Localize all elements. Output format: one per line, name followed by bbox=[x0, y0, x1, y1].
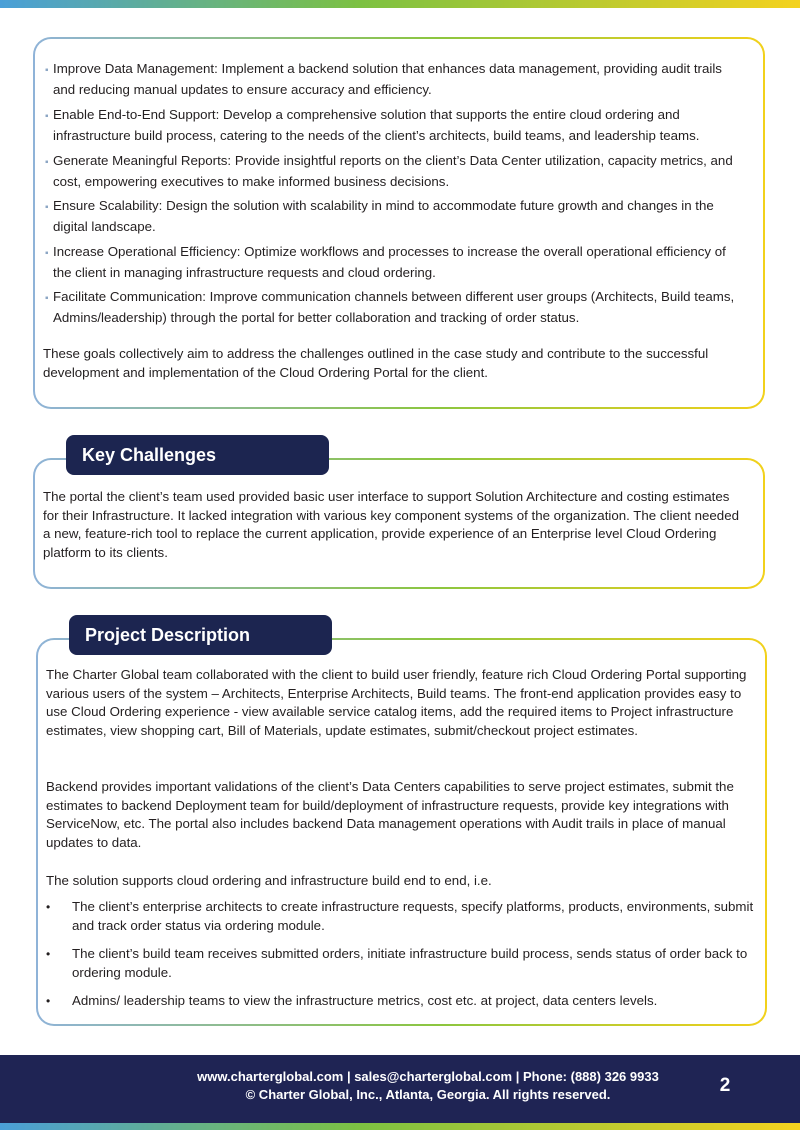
goals-card bbox=[33, 37, 765, 409]
bullet-icon: • bbox=[46, 994, 51, 1008]
footer-gradient-bar bbox=[0, 1123, 800, 1130]
list-item: • The client’s build team receives submitted orders, initiate infrastructure build process, sends status of order back to ordering module. bbox=[46, 946, 748, 980]
bullet-icon: ▪ bbox=[45, 65, 49, 76]
bullet-icon: • bbox=[46, 900, 51, 914]
list-item: ▪ Enable End-to-End Support: Develop a comprehensive solution that supports the entire cloud ordering and infrastructure build process, catering to the needs of the client’s architects, build teams, and leadership teams. bbox=[45, 107, 700, 143]
footer-copyright: © Charter Global, Inc., Atlanta, Georgia. All rights reserved. bbox=[245, 1087, 611, 1102]
key-challenges-heading: Key Challenges bbox=[66, 435, 329, 475]
key-challenges-card bbox=[33, 458, 765, 589]
project-description-para-1: The Charter Global team collaborated with the client to build user friendly, feature rich Cloud Ordering Portal supporting various users of the system – Architects, Enterprise Architects, Build teams. The front-end application provides easy to use Cloud Ordering experience - view available service catalog items, add the required items to Project infrastructure estimates, view shopping cart, Bill of Materials, update estimates, submit/checkout project estimates. bbox=[46, 667, 747, 739]
bullet-icon: ▪ bbox=[45, 202, 49, 213]
top-gradient-bar bbox=[0, 0, 800, 8]
list-item: ▪ Improve Data Management: Implement a backend solution that enhances data management, providing audit trails and reducing manual updates to ensure accuracy and efficiency. bbox=[45, 61, 722, 97]
project-description-card bbox=[36, 638, 767, 1026]
bullet-icon: ▪ bbox=[45, 111, 49, 122]
list-item: • The client’s enterprise architects to create infrastructure requests, specify platforms, products, environments, submit and track order status via ordering module. bbox=[46, 899, 754, 933]
list-item: ▪ Generate Meaningful Reports: Provide insightful reports on the client’s Data Center utilization, capacity metrics, and cost, empowering executives to make informed business decisions. bbox=[45, 153, 733, 189]
bullet-icon: ▪ bbox=[45, 293, 49, 304]
list-item: ▪ Facilitate Communication: Improve communication channels between different user groups (Architects, Build teams, Admins/leadership) through the portal for better collaboration and tracking of order status. bbox=[45, 289, 735, 325]
page-number: 2 bbox=[719, 1075, 731, 1096]
footer-contact: www.charterglobal.com | sales@charterglobal.com | Phone: (888) 326 9933 bbox=[197, 1069, 659, 1084]
bullet-icon: ▪ bbox=[45, 248, 49, 259]
list-item: ▪ Ensure Scalability: Design the solution with scalability in mind to accommodate future growth and changes in the digital landscape. bbox=[45, 198, 714, 234]
list-item: ▪ Increase Operational Efficiency: Optimize workflows and processes to increase the overall operational efficiency of the client in managing infrastructure requests and cloud ordering. bbox=[45, 244, 726, 280]
key-challenges-text: The portal the client’s team used provided basic user interface to support Solution Architecture and costing estimates for their Infrastructure. It lacked integration with various key component systems of the organization. The client needed a new, feature-rich tool to replace the current application, provide experience of an Enterprise level Cloud Ordering platform to its clients. bbox=[43, 489, 739, 561]
project-description-para-3: The solution supports cloud ordering and infrastructure build end to end, i.e. bbox=[46, 873, 492, 888]
bullet-icon: • bbox=[46, 947, 51, 961]
list-item: • Admins/ leadership teams to view the infrastructure metrics, cost etc. at project, data centers levels. bbox=[46, 992, 758, 1011]
goals-summary: These goals collectively aim to address the challenges outlined in the case study and contribute to the successful development and implementation of the Cloud Ordering Portal for the client. bbox=[43, 346, 709, 380]
project-description-para-2: Backend provides important validations of the client’s Data Centers capabilities to serve project estimates, submit the estimates to backend Deployment team for build/deployment of infrastructure requests, provide key integrations with ServiceNow, etc. The portal also includes backend Data management operations with Audit trails in place of manual updates to data. bbox=[46, 779, 734, 851]
project-description-heading: Project Description bbox=[69, 615, 332, 655]
footer bbox=[0, 1055, 800, 1130]
bullet-icon: ▪ bbox=[45, 157, 49, 168]
